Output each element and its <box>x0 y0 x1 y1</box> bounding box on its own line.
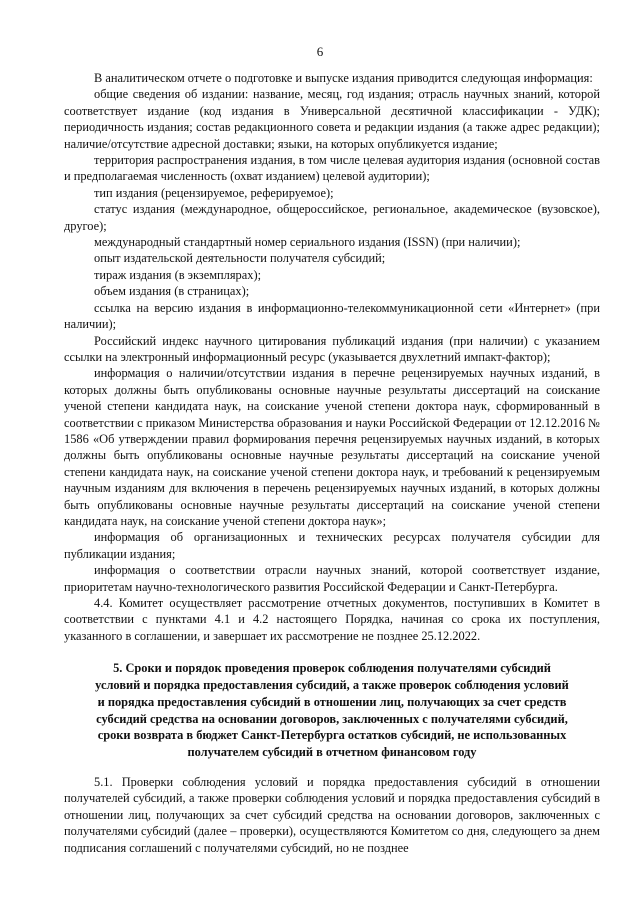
paragraph-circulation: тираж издания (в экземплярах); <box>94 267 262 282</box>
section-5-title <box>64 660 600 761</box>
paragraph-rinc: Российский индекс научного цитирования публикаций издания (при наличии) с указанием ссылки на электронный информационный ресурс (указывается двухлетний импакт-фактор); <box>64 333 600 364</box>
paragraph-experience: опыт издательской деятельности получателя субсидий; <box>94 251 386 266</box>
paragraph-type: тип издания (рецензируемое, реферируемое); <box>94 185 334 200</box>
paragraph-5-1: 5.1. Проверки соблюдения условий и порядка предоставления субсидий в отношении получателей субсидий, а также проверки соблюдения условий и порядка предоставления субсидий в отношении лиц, получающих за счет субсидий средства на основании договоров, заключенных с получателями субсидий (далее – проверки), осуществляются Комитетом со дня, следующего за днем подписания соглашений с получателями субсидий, но не позднее <box>64 775 600 855</box>
paragraph-resources: информация об организационных и технических ресурсах получателя субсидии для публикации издания; <box>64 530 600 561</box>
paragraph-issn: международный стандартный номер сериального издания (ISSN) (при наличии); <box>94 235 521 250</box>
paragraph-status: статус издания (международное, общероссийское, региональное, академическое (вузовское), другое); <box>64 202 600 233</box>
section-title-line: и порядка предоставления субсидий в отношении лиц, получающих за счет средств <box>97 694 567 709</box>
paragraph-general-info: общие сведения об издании: название, месяц, год издания; отрасль научных знаний, которой соответствует издание (код издания в Универсальной десятичной классификации - УДК); периодичность издания; состав редакционного совета и редакции издания (а также адрес редакции); наличие/отсутствие адресной доставки; языки, на которых опубликуется издание; <box>64 87 600 151</box>
paragraph-internet-link: ссылка на версию издания в информационно-телекоммуникационной сети «Интернет» (при наличии); <box>64 300 600 332</box>
page-content <box>64 70 600 856</box>
section-title-line: сроки возврата в бюджет Санкт-Петербурга остатков субсидий, не использованных <box>97 728 567 743</box>
paragraph-volume: объем издания (в страницах); <box>94 284 250 299</box>
paragraph-vak-list: информация о наличии/отсутствии издания в перечне рецензируемых научных изданий, в которых должны быть опубликованы основные научные результаты диссертаций на соискание ученой степени кандидата наук, на соискание ученой степени доктора наук, сформированный в соответствии с приказом Министерства образования и науки Российской Федерации от 12.12.2016 № 1586 «Об утверждении правил формирования перечня рецензируемых научных изданий, в которых должны быть опубликованы основные научные результаты диссертаций на соискание ученой степени кандидата наук, на соискание ученой степени доктора наук, и требований к рецензируемым научным изданиям для включения в перечень рецензируемых научных изданий, в которых должны быть опубликованы основные научные результаты диссертаций на соискание ученой степени кандидата наук, на соискание ученой степени доктора наук»; <box>64 366 600 528</box>
section-title-line: 5. Сроки и порядок проведения проверок соблюдения получателями субсидий <box>113 661 551 676</box>
paragraph-territory: территория распространения издания, в том числе целевая аудитория издания (основной состав и предполагаемая численность (охват изданием) целевой аудитории); <box>64 153 601 184</box>
page-number: 6 <box>316 44 324 59</box>
paragraph-priorities: информация о соответствии отрасли научных знаний, которой соответствует издание, приоритетам научно-технологического развития Российской Федерации и Санкт-Петербурга. <box>64 563 600 594</box>
section-title-line: получателем субсидий в отчетном финансовом году <box>187 745 477 760</box>
paragraph-4-4: 4.4. Комитет осуществляет рассмотрение отчетных документов, поступивших в Комитет в соответствии с пунктами 4.1 и 4.2 настоящего Порядка, начиная со срока их поступления, указанного в соглашении, и завершает их рассмотрение не позднее 25.12.2022. <box>64 596 600 643</box>
paragraph-intro: В аналитическом отчете о подготовке и выпуске издания приводится следующая информация: <box>94 71 593 85</box>
section-title-line: условий и порядка предоставления субсидий, а также проверок соблюдения условий <box>95 678 569 693</box>
section-title-line: субсидий средства на основании договоров, заключенных с получателями субсидий, <box>96 711 568 726</box>
